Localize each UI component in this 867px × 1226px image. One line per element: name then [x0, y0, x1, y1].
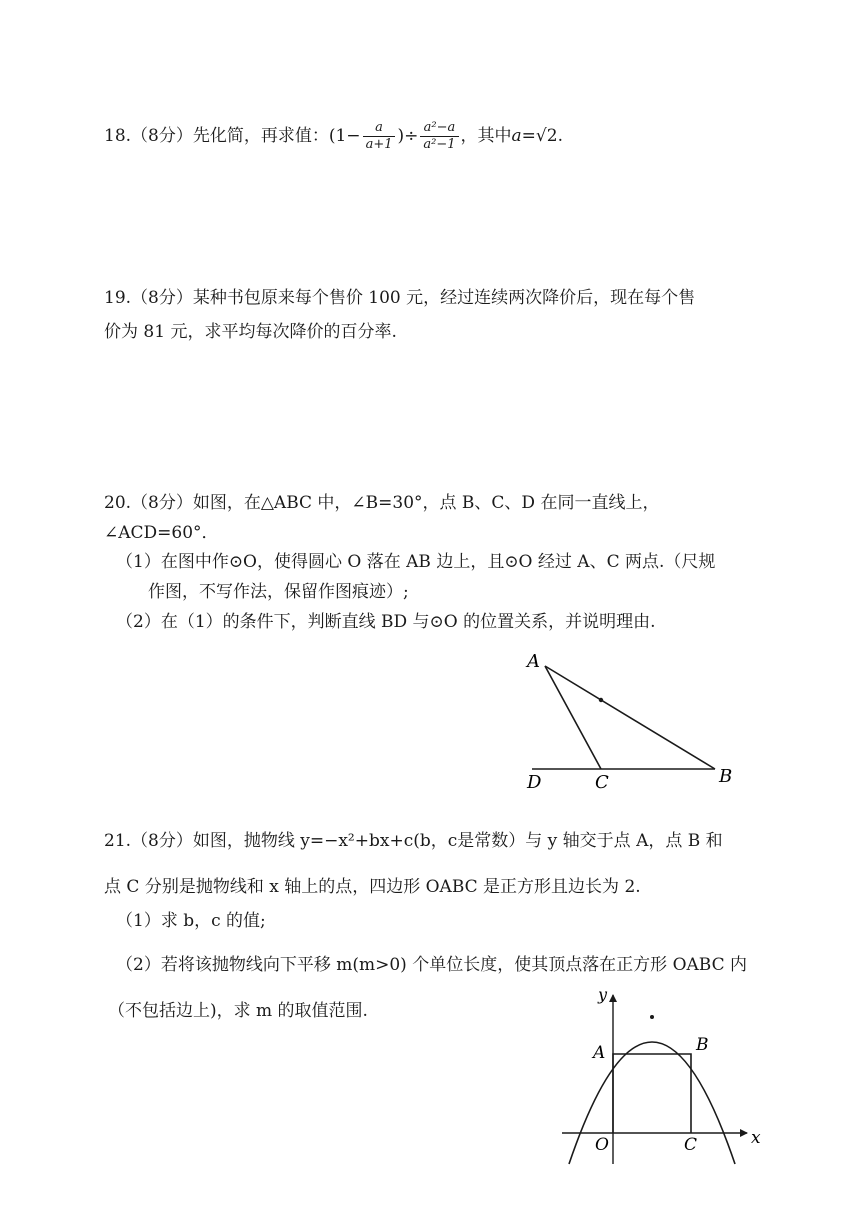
- q18-variable: a: [511, 126, 522, 146]
- q18-mid: ，其中: [460, 126, 512, 146]
- q21-part-2-line-1: （2）若将该抛物线向下平移 m(m>0) 个单位长度，使其顶点落在正方形 OABC 内: [116, 955, 748, 975]
- label-C: C: [684, 1135, 698, 1155]
- label-O: O: [595, 1135, 609, 1155]
- label-C: C: [595, 772, 609, 793]
- q19-line-1: 19.（8分）某种书包原来每个售价 100 元，经过连续两次降价后，现在每个售: [104, 288, 696, 308]
- label-D: D: [527, 772, 542, 793]
- q21-line-1: 21.（8分）如图，抛物线 y=−x²+bx+c(b，c是常数）与 y 轴交于点 A，点 B 和: [104, 831, 723, 851]
- label-y: y: [598, 985, 608, 1004]
- q18-end: .: [557, 126, 563, 146]
- q18-divide: )÷: [397, 126, 419, 146]
- q18-frac1-numerator: a: [363, 120, 396, 137]
- q20-line-1: 20.（8分）如图，在△ABC 中，∠B=30°，点 B、C、D 在同一直线上，: [104, 493, 660, 513]
- label-B: B: [719, 766, 733, 787]
- q20-part-1-line-1: （1）在图中作⊙O，使得圆心 O 落在 AB 边上，且⊙O 经过 A、C 两点.（尺规: [116, 552, 716, 572]
- vertex-dot: [650, 1015, 654, 1019]
- q19-line-2: 价为 81 元，求平均每次降价的百分率.: [104, 322, 397, 342]
- q18-frac1-denominator: a+1: [365, 137, 393, 152]
- q18-lparen: (1−: [328, 126, 361, 146]
- label-x: x: [751, 1128, 761, 1148]
- q18-value: √2: [535, 126, 558, 146]
- q18-frac2-numerator: a²−a: [420, 120, 458, 137]
- q20-line-2: ∠ACD=60°．: [104, 523, 219, 543]
- q21-line-2: 点 C 分别是抛物线和 x 轴上的点，四边形 OABC 是正方形且边长为 2.: [104, 877, 641, 897]
- q20-part-1-line-2: 作图，不写作法，保留作图痕迹）;: [148, 582, 409, 602]
- square-OABC: [613, 1054, 691, 1133]
- q18-equals: =: [521, 126, 536, 146]
- label-A: A: [593, 1043, 606, 1063]
- q20-part-2: （2）在（1）的条件下，判断直线 BD 与⊙O 的位置关系，并说明理由.: [116, 612, 656, 632]
- q18-frac2-denominator: a²−1: [423, 137, 456, 152]
- q18-prefix: 18.（8分）先化简，再求值：: [104, 126, 329, 146]
- q21-part-1: （1）求 b，c 的值;: [116, 911, 266, 931]
- label-A: A: [527, 651, 540, 672]
- q21-part-2-line-2: （不包括边上)，求 m 的取值范围.: [108, 1001, 368, 1021]
- label-B: B: [696, 1035, 709, 1055]
